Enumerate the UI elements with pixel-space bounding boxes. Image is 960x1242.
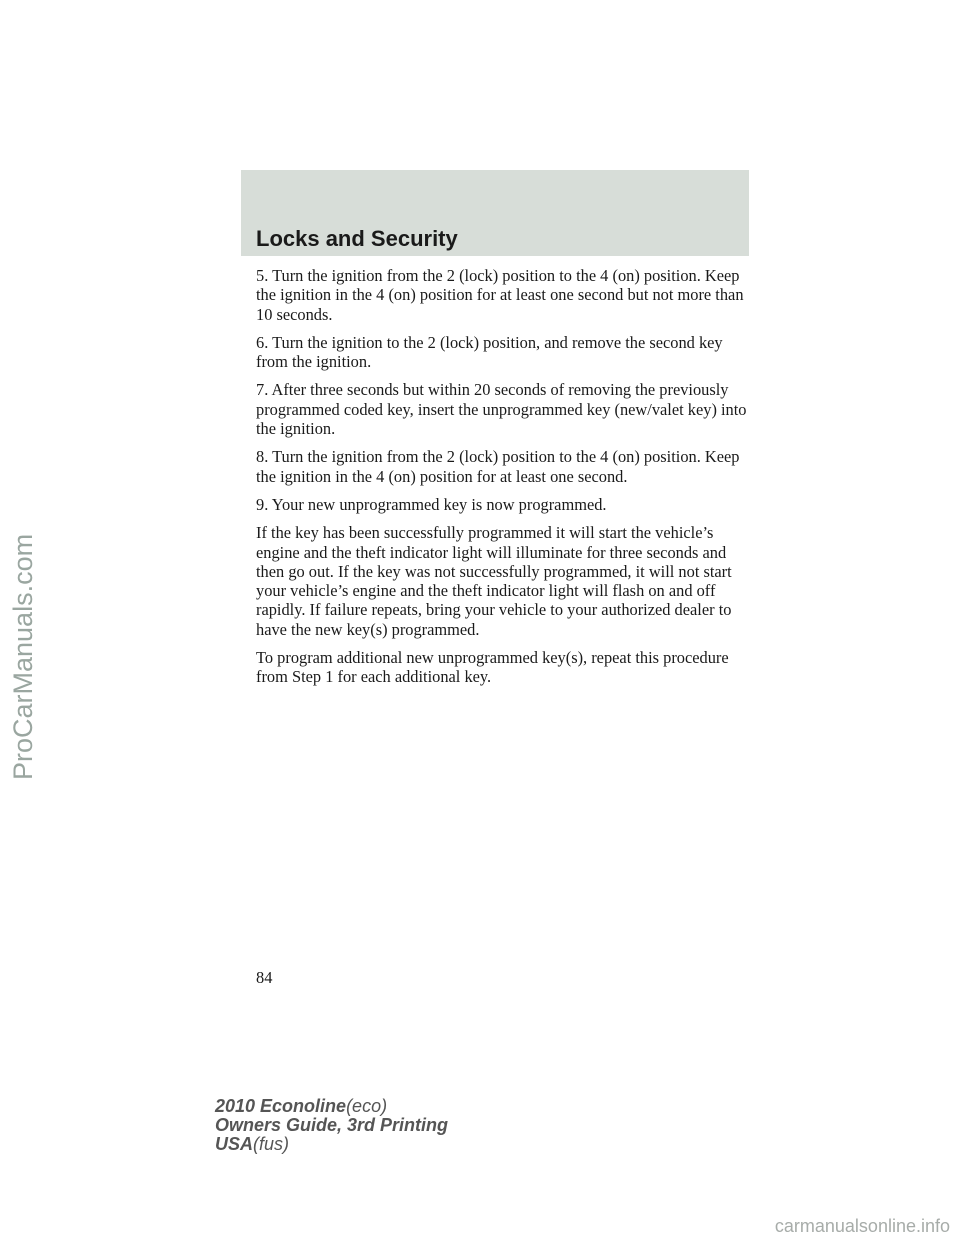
step-6-paragraph: 6. Turn the ignition to the 2 (lock) position, and remove the second key from the ignition. [256,332,723,372]
step-8-paragraph: 8. Turn the ignition from the 2 (lock) position to the 4 (on) position. Keep the ignition in the 4 (on) position for at least one second. [256,447,740,486]
footer-line-model [215,1097,448,1116]
footer-region-code: (fus) [253,1134,290,1154]
footer-model-code: (eco) [346,1096,388,1116]
step-7-paragraph: 7. After three seconds but within 20 seconds of removing the previously programmed coded key, insert the unprogrammed key (new/valet key) into the ignition. [256,380,747,439]
footer-guide: Owners Guide, 3rd Printing [215,1115,449,1135]
step-9-paragraph: 9. Your new unprogrammed key is now programmed. [256,494,607,514]
body-text [256,266,756,696]
watermark-text: ProCarManuals.com [8,533,38,780]
additional-keys-paragraph: To program additional new unprogrammed key(s), repeat this procedure from Step 1 for each additional key. [256,648,729,687]
section-title: Locks and Security [256,226,458,251]
step-5-paragraph: 5. Turn the ignition from the 2 (lock) position to the 4 (on) position. Keep the ignition in the 4 (on) position for at least one second but not more than 10 seconds. [256,266,744,324]
footer-line-guide [215,1116,448,1135]
page-number: 84 [256,968,273,987]
footer-line-region [215,1135,448,1154]
site-footer-text: carmanualsonline.info [774,1216,950,1236]
section-header-band [241,170,749,256]
footer-region: USA [215,1134,254,1154]
success-note-paragraph: If the key has been successfully programmed it will start the vehicle’s engine and the theft indicator light will illuminate for three seconds and then go out. If the key was not successfully programmed, it will not start your vehicle’s engine and the theft indicator light will flash on and off rapidly. If failure repeats, bring your vehicle to your authorized dealer to have the new key(s) programmed. [256,523,732,639]
footer-model: 2010 Econoline [215,1096,347,1116]
document-footer [215,1097,448,1154]
